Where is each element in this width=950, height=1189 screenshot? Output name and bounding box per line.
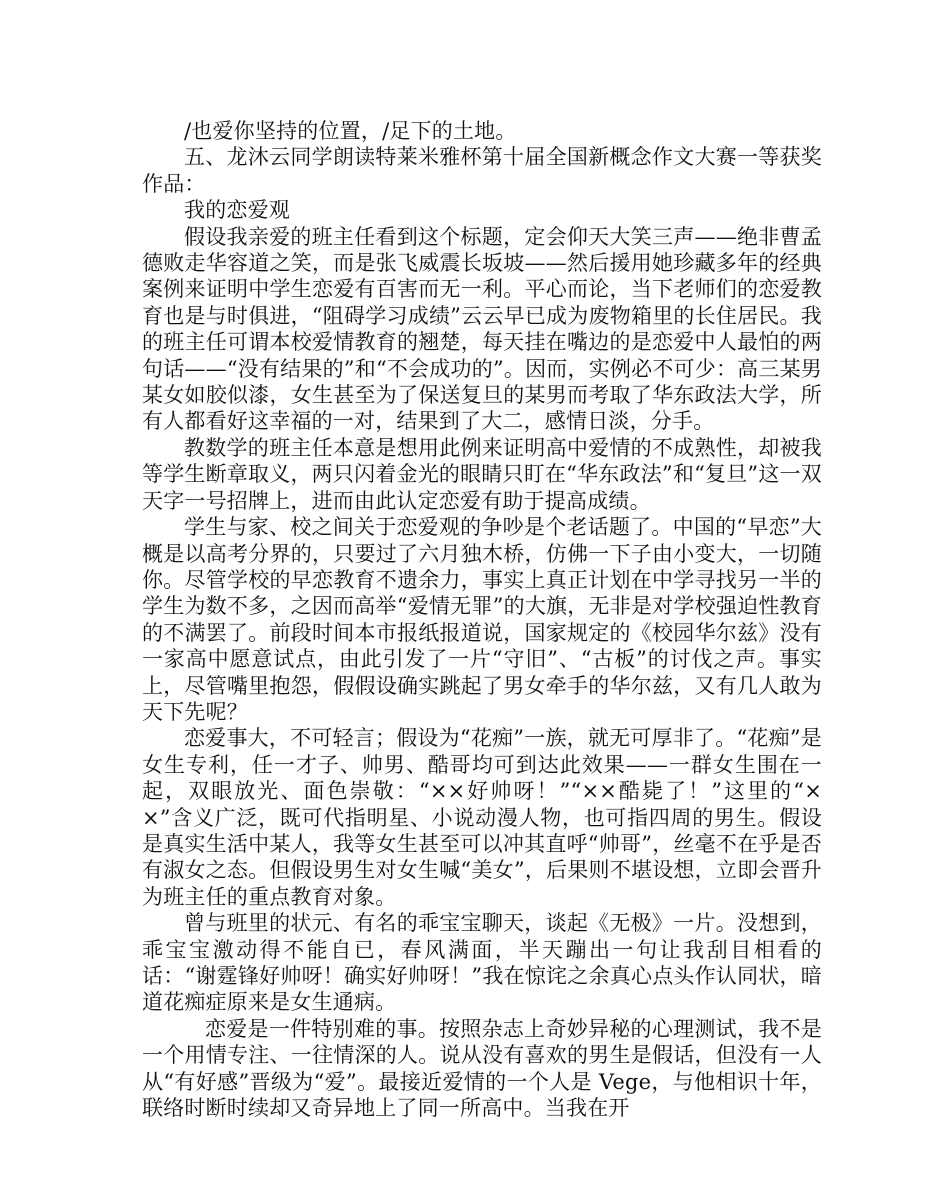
document-body bbox=[142, 118, 822, 1121]
paragraph-body: 学生与家、校之间关于恋爱观的争吵是个老话题了。中国的“早恋”大概是以高考分界的，只要过了六月独木桥，仿佛一下子由小变大，一切随你。尽管学校的早恋教育不遗余力，事实上真正计划在中学寻找另一半的学生为数不多，之因而高举“爱情无罪”的大旗，无非是对学校强迫性教育的不满罢了。前段时间本市报纸报道说，国家规定的《校园华尔兹》没有一家高中愿意试点，由此引发了一片“守旧”、“古板”的讨伐之声。事实上，尽管嘴里抱怨，假假设确实跳起了男女牵手的华尔兹，又有几人敢为天下先呢？ bbox=[142, 515, 822, 724]
paragraph-body: 曾与班里的状元、有名的乖宝宝聊天，谈起《无极》一片。没想到，乖宝宝激动得不能自已，春风满面，半天蹦出一句让我刮目相看的话：“谢霆锋好帅呀！确实好帅呀！”我在惊诧之余真心点头作认同状，暗道花痴症原来是女生通病。 bbox=[142, 911, 822, 1015]
paragraph-reading-intro: 五、龙沐云同学朗读特莱米雅杯第十届全国新概念作文大赛一等获奖作品： bbox=[142, 145, 822, 196]
paragraph-body: 恋爱事大，不可轻言；假设为“花痴”一族，就无可厚非了。“花痴”是女生专利，任一才子、帅男、酷哥均可到达此效果——一群女生围在一起，双眼放光、面色崇敬：“××好帅呀！”“××酷毙了！”这里的“××”含义广泛，既可代指明星、小说动漫人物，也可指四周的男生。假设是真实生活中某人，我等女生甚至可以冲其直呼“帅哥”，丝毫不在乎是否有淑女之态。但假设男生对女生喊“美女”，后果则不堪设想，立即会晋升为班主任的重点教育对象。 bbox=[142, 726, 822, 909]
essay-title: 我的恋爱观 bbox=[184, 198, 290, 223]
paragraph-body: 恋爱是一件特别难的事。按照杂志上奇妙异秘的心理测试，我不是一个用情专注、一往情深的人。说从没有喜欢的男生是假话，但没有一人从“有好感”晋级为“爱”。最接近爱情的一个人是 Vege，与他相识十年，联络时断时续却又奇异地上了同一所高中。当我在开 bbox=[142, 1016, 822, 1121]
paragraph-body: 教数学的班主任本意是想用此例来证明高中爱情的不成熟性，却被我等学生断章取义，两只闪着金光的眼睛只盯在“华东政法”和“复旦”这一双天字一号招牌上，进而由此认定恋爱有助于提高成绩。 bbox=[142, 435, 822, 513]
paragraph-body: 假设我亲爱的班主任看到这个标题，定会仰天大笑三声——绝非曹孟德败走华容道之笑，而是张飞威震长坂坡——然后援用她珍藏多年的经典案例来证明中学生恋爱有百害而无一利。平心而论，当下老师们的恋爱教育也是与时俱进，“阻碍学习成绩”云云早已成为废物箱里的长住居民。我的班主任可谓本校爱情教育的翘楚，每天挂在嘴边的是恋爱中人最怕的两句话——“没有结果的”和“不会成功的”。因而，实例必不可少：高三某男某女如胶似漆，女生甚至为了保送复旦的某男而考取了华东政法大学，所有人都看好这幸福的一对，结果到了大二，感情日淡，分手。 bbox=[142, 224, 822, 434]
paragraph-poem-line: /也爱你坚持的位置，/足下的土地。 bbox=[184, 119, 517, 143]
